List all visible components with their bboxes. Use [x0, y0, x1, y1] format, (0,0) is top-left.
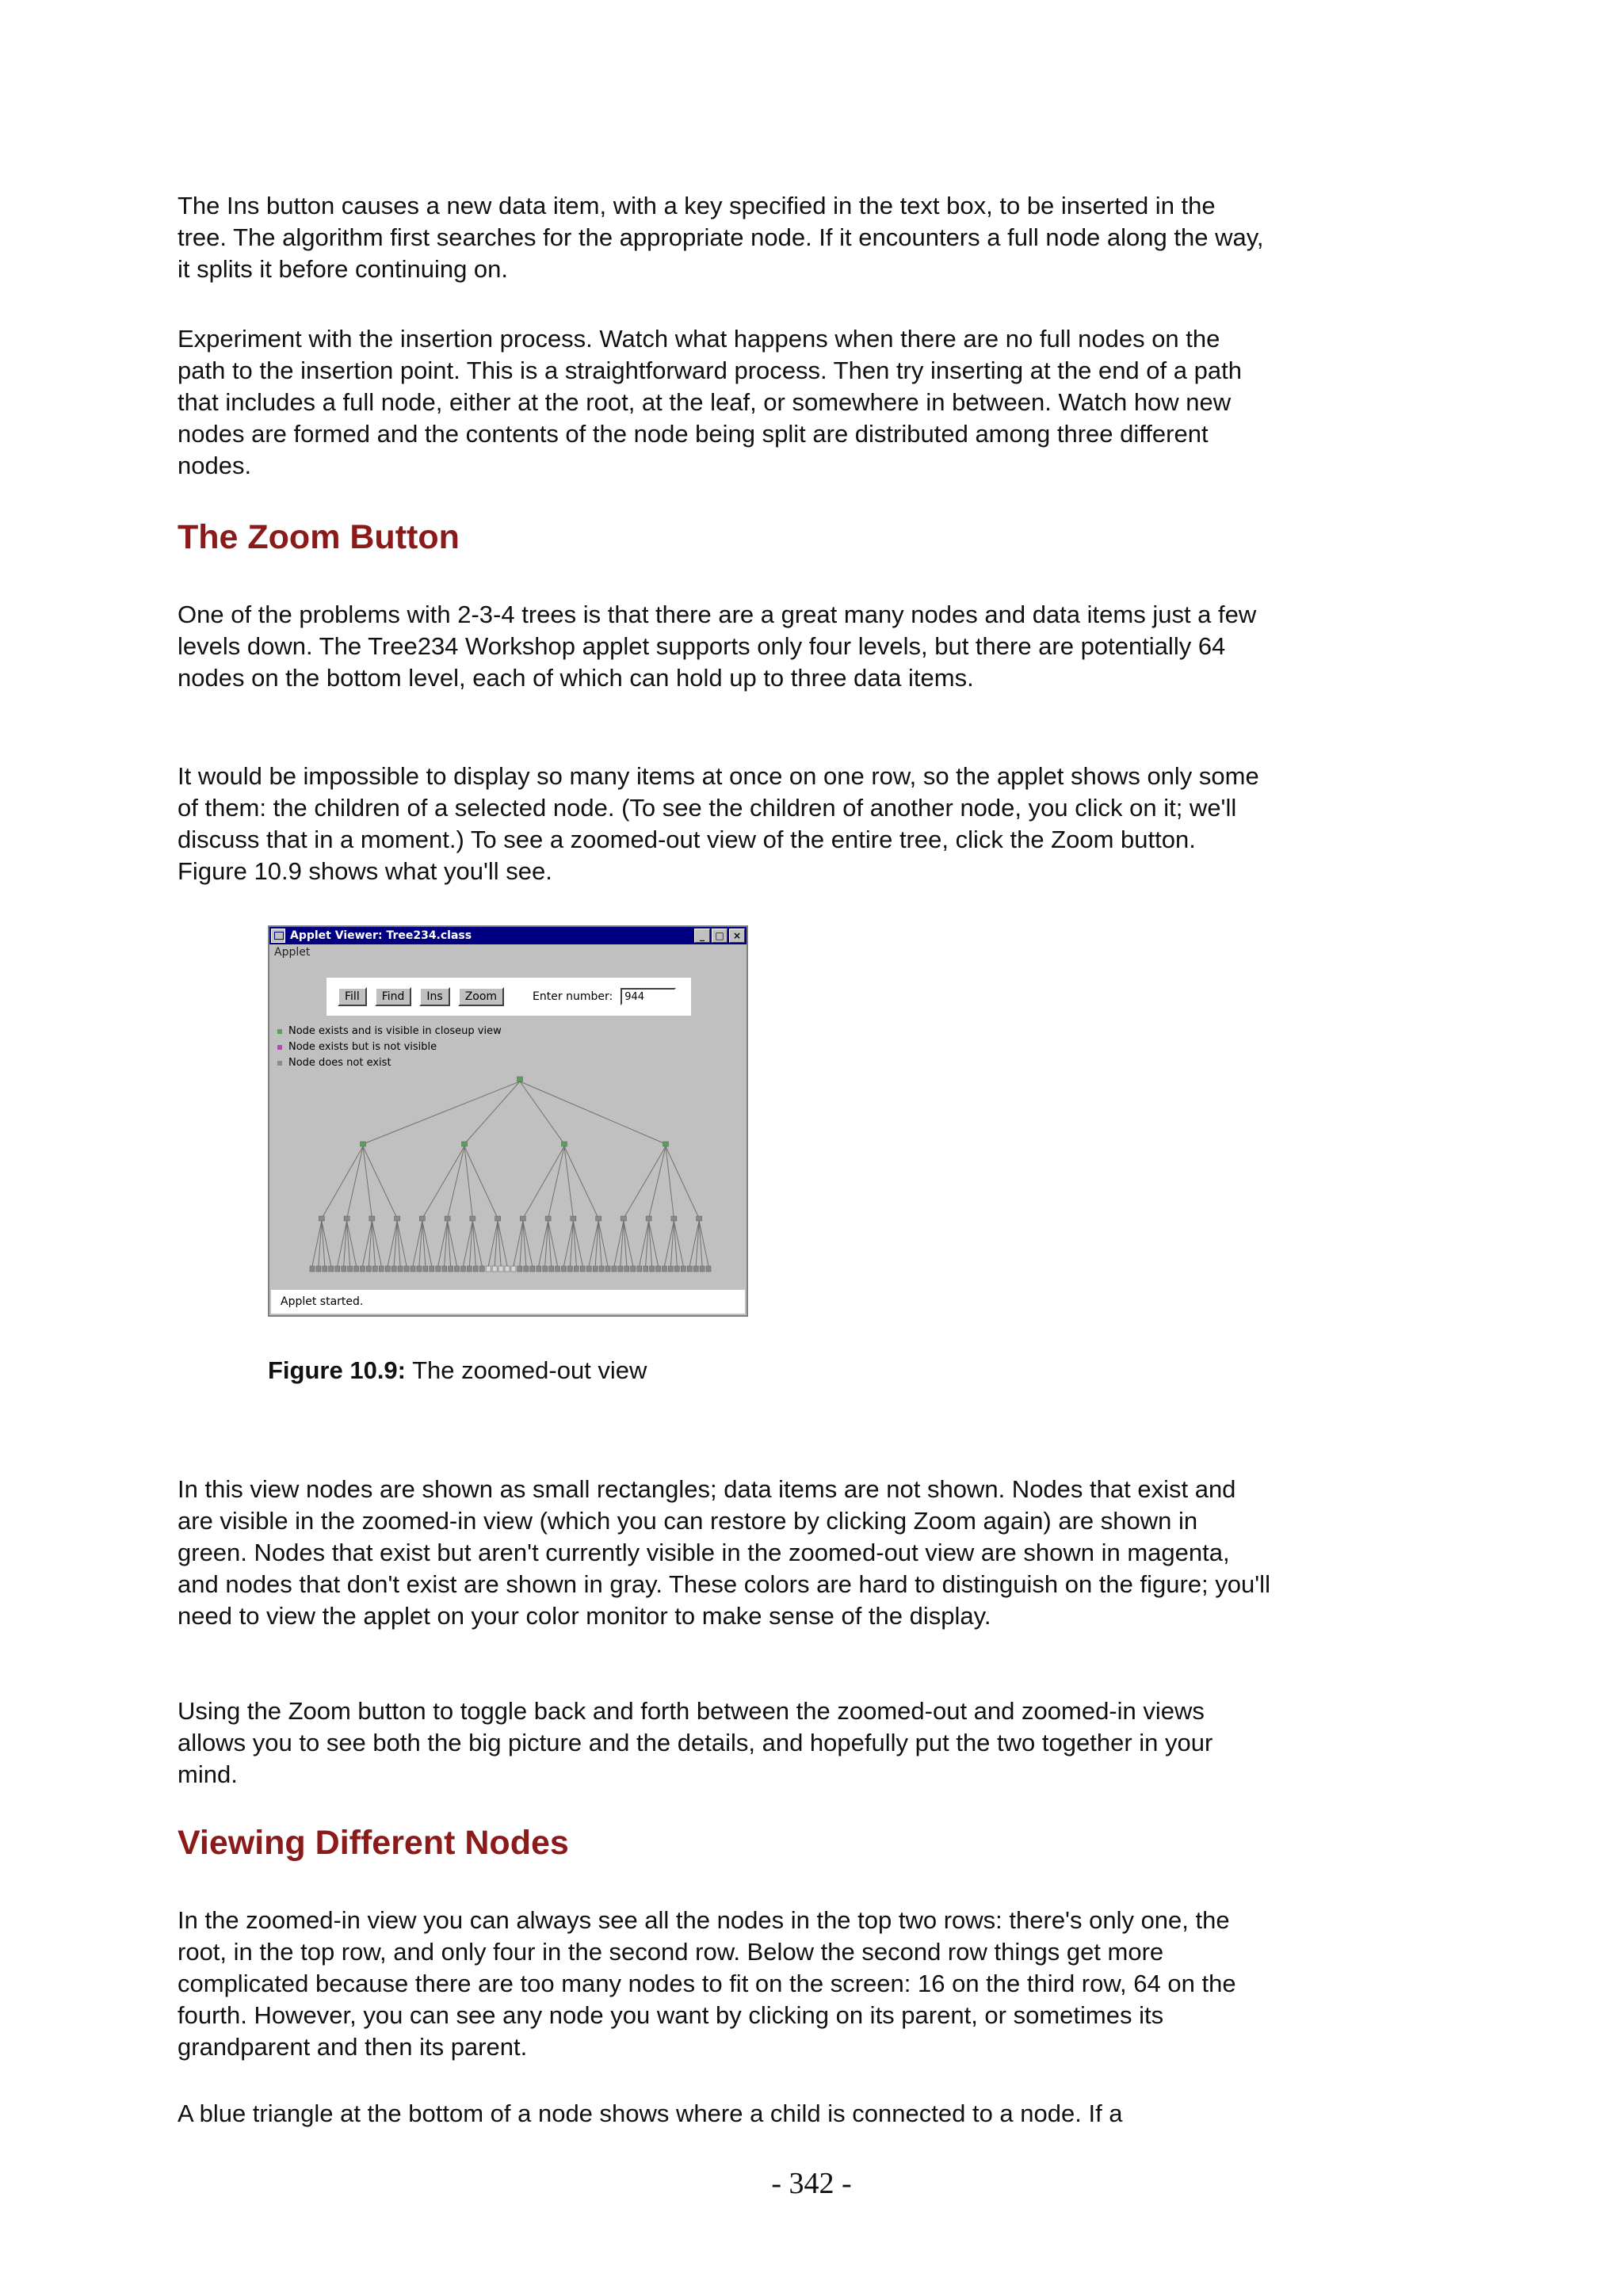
- tree-node-level-3[interactable]: [495, 1216, 501, 1221]
- tree-edge: [666, 1146, 674, 1219]
- tree-node-level-4[interactable]: [455, 1266, 460, 1272]
- tree-node-level-4[interactable]: [366, 1266, 371, 1272]
- tree-node-level-2[interactable]: [663, 1142, 669, 1146]
- tree-node-level-4[interactable]: [530, 1266, 535, 1272]
- tree-edge: [564, 1146, 573, 1219]
- tree-node-level-4[interactable]: [706, 1266, 711, 1272]
- legend-label-not-exist: Node does not exist: [288, 1057, 391, 1069]
- tree-node-level-4[interactable]: [316, 1266, 321, 1272]
- tree-node-level-4[interactable]: [561, 1266, 566, 1272]
- tree-edge: [624, 1146, 666, 1219]
- paragraph-insertion-experiment: Experiment with the insertion process. Watch what happens when there are no full nodes on the path to the insertion point. This is a straightforward process. Then try inserting at the end of a path that includes a full node, either at the root, at the leaf, or somewhere in between. Watch how new nodes are formed and the contents of the node being split are distributed among three different nodes.: [178, 325, 1242, 479]
- figure-caption-text: The zoomed-out view: [412, 1356, 647, 1384]
- close-icon[interactable]: ×: [729, 929, 745, 943]
- tree-node-level-4[interactable]: [700, 1266, 705, 1272]
- tree-node-level-4[interactable]: [348, 1266, 353, 1272]
- tree-node-level-4[interactable]: [342, 1266, 346, 1272]
- tree-edge: [548, 1146, 564, 1219]
- window-controls: [694, 929, 745, 943]
- tree-edge: [363, 1146, 372, 1219]
- tree-node-level-2[interactable]: [361, 1142, 366, 1146]
- tree-node-level-3[interactable]: [520, 1216, 525, 1221]
- tree-node-level-3[interactable]: [646, 1216, 651, 1221]
- tree-node-level-4[interactable]: [681, 1266, 685, 1272]
- tree-node-level-4[interactable]: [580, 1266, 585, 1272]
- zoom-button[interactable]: Zoom: [458, 987, 504, 1006]
- tree-node-level-4[interactable]: [599, 1266, 604, 1272]
- find-button[interactable]: Find: [375, 987, 412, 1006]
- tree-node-level-1[interactable]: [517, 1077, 523, 1081]
- tree-node-level-4[interactable]: [354, 1266, 359, 1272]
- tree-node-level-3[interactable]: [596, 1216, 601, 1221]
- control-panel: [327, 978, 691, 1016]
- tree-node-level-4[interactable]: [379, 1266, 384, 1272]
- tree-node-level-4[interactable]: [637, 1266, 642, 1272]
- menu-applet[interactable]: Applet: [274, 946, 311, 959]
- tree-edge: [523, 1146, 564, 1219]
- enter-number-input[interactable]: [621, 988, 676, 1005]
- tree-node-level-3[interactable]: [419, 1216, 425, 1221]
- tree-node-level-4[interactable]: [586, 1266, 591, 1272]
- tree-node-level-4[interactable]: [556, 1266, 560, 1272]
- tree-edge: [322, 1146, 363, 1219]
- tree-node-level-4[interactable]: [391, 1266, 396, 1272]
- tree-node-level-4[interactable]: [492, 1266, 497, 1272]
- tree-edge: [448, 1146, 464, 1219]
- figure-caption-label: Figure 10.9:: [268, 1356, 406, 1384]
- legend-swatch-visible: [277, 1029, 282, 1034]
- tree-node-level-3[interactable]: [395, 1216, 400, 1221]
- tree-node-level-4[interactable]: [605, 1266, 610, 1272]
- tree-node-level-3[interactable]: [344, 1216, 349, 1221]
- tree-node-level-4[interactable]: [385, 1266, 390, 1272]
- tree-node-level-3[interactable]: [319, 1216, 324, 1221]
- tree-node-level-4[interactable]: [323, 1266, 327, 1272]
- tree-node-level-4[interactable]: [593, 1266, 598, 1272]
- tree-node-level-4[interactable]: [436, 1266, 441, 1272]
- tree-node-level-4[interactable]: [549, 1266, 554, 1272]
- tree-node-level-2[interactable]: [562, 1142, 567, 1146]
- legend-swatch-not-exist: [277, 1061, 282, 1066]
- applet-window-icon: [271, 929, 285, 943]
- tree-node-level-3[interactable]: [621, 1216, 626, 1221]
- tree-node-level-4[interactable]: [612, 1266, 617, 1272]
- tree-edge: [564, 1146, 598, 1219]
- tree-node-level-4[interactable]: [372, 1266, 377, 1272]
- tree-node-level-4[interactable]: [411, 1266, 415, 1272]
- tree-node-level-4[interactable]: [430, 1266, 434, 1272]
- tree-edge: [422, 1146, 464, 1219]
- tree-node-level-4[interactable]: [329, 1266, 334, 1272]
- minimize-icon[interactable]: _: [694, 929, 710, 943]
- tree-edge: [464, 1146, 498, 1219]
- tree-node-level-4[interactable]: [460, 1266, 465, 1272]
- tree-node-level-3[interactable]: [697, 1216, 702, 1221]
- window-titlebar[interactable]: [269, 927, 747, 944]
- applet-viewer-window: [268, 925, 748, 1317]
- tree-node-level-4[interactable]: [624, 1266, 629, 1272]
- tree-node-level-4[interactable]: [537, 1266, 541, 1272]
- tree-node-level-4[interactable]: [650, 1266, 655, 1272]
- ins-button[interactable]: Ins: [419, 987, 449, 1006]
- tree-node-level-4[interactable]: [567, 1266, 572, 1272]
- enter-number-label: Enter number:: [533, 990, 613, 1003]
- tree-node-level-4[interactable]: [467, 1266, 472, 1272]
- paragraph-zoom-toggle: Using the Zoom button to toggle back and forth between the zoomed-out and zoomed-in views allows you to see both the big picture and the details, and hopefully put the two together in your mind.: [178, 1697, 1213, 1788]
- tree-node-level-4[interactable]: [668, 1266, 673, 1272]
- tree-node-level-3[interactable]: [571, 1216, 576, 1221]
- paragraph-zoomed-out-view: In this view nodes are shown as small rectangles; data items are not shown. Nodes that exist and are visible in the zoomed-in view (which you can restore by clicking Zoom again) are shown in green. Nodes that exist but aren't currently visible in the zoomed-out view are shown in magenta, and nodes that don't exist are shown in gray. These colors are hard to distinguish on the figure; you'll need to view the applet on your color monitor to make sense of the display.: [178, 1475, 1270, 1630]
- tree-node-level-4[interactable]: [417, 1266, 422, 1272]
- tree-node-level-4[interactable]: [442, 1266, 447, 1272]
- heading-viewing-nodes: Viewing Different Nodes: [178, 1824, 569, 1862]
- figure-caption: [268, 1356, 647, 1385]
- tree-node-level-4[interactable]: [498, 1266, 503, 1272]
- tree-node-level-4[interactable]: [574, 1266, 579, 1272]
- window-title: Applet Viewer: Tree234.class: [290, 929, 472, 942]
- tree-edge: [649, 1146, 666, 1219]
- tree-node-level-4[interactable]: [486, 1266, 491, 1272]
- applet-status-bar: Applet started.: [271, 1290, 745, 1314]
- tree-node-level-4[interactable]: [449, 1266, 453, 1272]
- tree-node-level-3[interactable]: [445, 1216, 450, 1221]
- tree-node-level-4[interactable]: [674, 1266, 679, 1272]
- tree-node-level-4[interactable]: [511, 1266, 516, 1272]
- tree-node-level-2[interactable]: [462, 1142, 468, 1146]
- tree-edge: [464, 1146, 472, 1219]
- tree-node-level-3[interactable]: [470, 1216, 475, 1221]
- tree-node-level-4[interactable]: [360, 1266, 365, 1272]
- paragraph-ins-button: The Ins button causes a new data item, with a key specified in the text box, to be inserted in the tree. The algorithm first searches for the appropriate node. If it encounters a full node along the way, it splits it before continuing on.: [178, 192, 1264, 283]
- legend-label-not-visible: Node exists but is not visible: [288, 1041, 437, 1053]
- tree-node-level-4[interactable]: [473, 1266, 478, 1272]
- legend-row-not-visible: [277, 1039, 502, 1055]
- paragraph-blue-triangle: A blue triangle at the bottom of a node shows where a child is connected to a node. If a: [178, 2100, 1123, 2127]
- tree-edge: [363, 1081, 520, 1144]
- page-number: - 342 -: [771, 2167, 852, 2200]
- zoomed-out-tree[interactable]: [269, 1073, 747, 1282]
- tree-node-level-4[interactable]: [693, 1266, 698, 1272]
- tree-node-level-4[interactable]: [335, 1266, 340, 1272]
- legend-row-not-exist: [277, 1055, 502, 1071]
- tree-node-level-4[interactable]: [687, 1266, 692, 1272]
- tree-node-level-4[interactable]: [423, 1266, 428, 1272]
- maximize-icon[interactable]: □: [712, 929, 727, 943]
- tree-node-level-4[interactable]: [656, 1266, 661, 1272]
- tree-node-level-4[interactable]: [517, 1266, 522, 1272]
- paragraph-zoom-display: It would be impossible to display so many items at once on one row, so the applet shows only some of them: the children of a selected node. (To see the children of another node, you click on it; we'll discuss that in a moment.) To see a zoomed-out view of the entire tree, click the Zoom button. Figure 10.9 shows what you'll see.: [178, 762, 1259, 885]
- tree-node-level-3[interactable]: [369, 1216, 375, 1221]
- legend-row-visible: [277, 1024, 502, 1039]
- tree-node-level-4[interactable]: [404, 1266, 409, 1272]
- tree-node-level-3[interactable]: [671, 1216, 677, 1221]
- tree-node-level-4[interactable]: [618, 1266, 623, 1272]
- tree-node-level-4[interactable]: [643, 1266, 648, 1272]
- tree-edge: [363, 1146, 397, 1219]
- tree-edge: [347, 1146, 363, 1219]
- heading-zoom-button: The Zoom Button: [178, 518, 460, 556]
- paragraph-zoomed-in-view: In the zoomed-in view you can always see all the nodes in the top two rows: there's only one, the root, in the top row, and only four in the second row. Below the second row things get more complicated because there are too many nodes to fit on the screen: 16 on the third row, 64 on the fourth. However, you can see any node you want by clicking on its parent, or sometimes its grandparent and then its parent.: [178, 1906, 1236, 2061]
- tree-node-level-4[interactable]: [505, 1266, 510, 1272]
- tree-node-level-4[interactable]: [524, 1266, 529, 1272]
- paragraph-zoom-problem: One of the problems with 2-3-4 trees is that there are a great many nodes and data items just a few levels down. The Tree234 Workshop applet supports only four levels, but there are potentially 64 nodes on the bottom level, each of which can hold up to three data items.: [178, 601, 1257, 692]
- tree-node-level-4[interactable]: [631, 1266, 636, 1272]
- tree-node-level-4[interactable]: [662, 1266, 666, 1272]
- tree-node-level-4[interactable]: [543, 1266, 548, 1272]
- tree-edge: [666, 1146, 699, 1219]
- fill-button[interactable]: Fill: [338, 987, 367, 1006]
- tree-node-level-4[interactable]: [310, 1266, 315, 1272]
- legend-label-visible: Node exists and is visible in closeup view: [288, 1025, 502, 1037]
- tree-node-level-4[interactable]: [398, 1266, 403, 1272]
- legend: [277, 1024, 502, 1071]
- tree-node-level-4[interactable]: [479, 1266, 484, 1272]
- tree-edge: [464, 1081, 520, 1144]
- legend-swatch-not-visible: [277, 1045, 282, 1050]
- tree-node-level-3[interactable]: [545, 1216, 551, 1221]
